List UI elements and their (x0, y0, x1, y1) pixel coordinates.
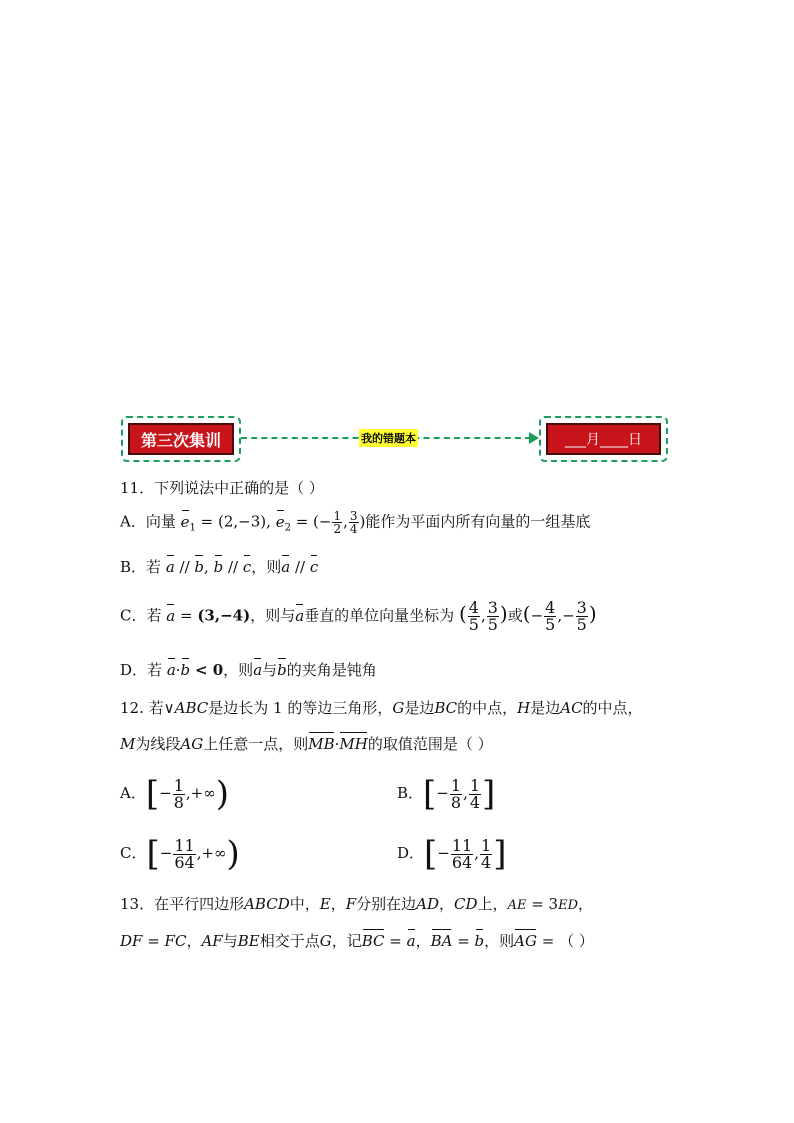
option-label: C． (120, 844, 147, 862)
option-text: ，则 (251, 558, 282, 576)
stem-text: 的中点， (582, 699, 643, 717)
section-banner (121, 416, 668, 464)
q11-option-d: D．若 a·b < 0，则a与b的夹角是钝角 (120, 661, 377, 679)
q12-option-d: D．[− $\frac{11}{64}$ , $\frac{1}{4}$ ] (397, 834, 507, 874)
option-text-2: 的夹角是钝角 (286, 661, 377, 679)
stem-text: 为线段 (135, 735, 181, 753)
stem-text: 与 (222, 932, 238, 950)
q11-option-b: B．若 a // b, b // c，则a // c (120, 558, 319, 576)
section-label: 第三次集训 (128, 423, 234, 455)
stem-text: ，记 (331, 932, 362, 950)
stem-text: 的取值范围是（ ） (367, 735, 493, 753)
stem-text: 分别在边 (356, 895, 417, 913)
stem-text: 13．在平行四边形 (120, 895, 245, 913)
or-text: 或 (507, 606, 523, 625)
stem-text: 12. 若 (120, 699, 164, 717)
stem-text: 上任意一点，则 (203, 735, 309, 753)
q13-stem: 13．在平行四边形ABCD中，E，F分别在边AD，CD上，AE = 3ED， (120, 895, 594, 913)
option-text: ，则 (223, 661, 254, 679)
stem-text: 是边 (530, 699, 561, 717)
option-label: A．向量 (120, 512, 176, 531)
option-label: D． (397, 844, 425, 862)
stem-text: （ ） (559, 932, 594, 950)
option-label: D．若 (120, 661, 163, 679)
error-book-tag: 我的错题本 (359, 429, 418, 447)
q11-option-a: A．向量 $e_1 = (2,-3)$, $e_2$ = (− $\frac{1}{2}$ , $\frac{3}{4}$ )能作为平面内所有向量的一组基底 (120, 509, 591, 536)
date-box (539, 416, 668, 462)
vector-e1-value: (2,−3) (218, 512, 267, 531)
stem-text: 相交于点 (259, 932, 320, 950)
q12-stem-line2: M为线段AG上任意一点，则MB·MH的取值范围是（ ） (120, 735, 493, 753)
option-label: A． (120, 784, 146, 802)
q13-stem-line2: DF = FC，AF与BE相交于点G，记BC = a，BA = b，则AG = （ ） (120, 932, 594, 950)
q11-stem: 11．下列说法中正确的是（ ） (120, 479, 324, 497)
option-label: B． (397, 784, 424, 802)
option-label: B．若 (120, 558, 162, 576)
option-text: 能作为平面内所有向量的一组基底 (365, 512, 591, 531)
option-label: C．若 (120, 606, 162, 625)
stem-text: 的中点， (457, 699, 518, 717)
vector-a-value: (3,−4) (197, 606, 251, 625)
stem-text: ，则 (484, 932, 515, 950)
q12-stem: 12. 若∨ABC是边长为 1 的等边三角形，G是边BC的中点，H是边AC的中点， (120, 699, 643, 717)
stem-text: 上， (477, 895, 508, 913)
stem-text: 中， (289, 895, 320, 913)
date-label: ___月____日 (546, 423, 661, 455)
section-label-box (121, 416, 241, 462)
stem-text: 是边 (404, 699, 435, 717)
with-text: 与 (262, 661, 278, 679)
q12-option-a: A．[− $\frac{1}{8}$ ,+∞) (120, 774, 229, 814)
q12-option-b: B．[− $\frac{1}{8}$ , $\frac{1}{4}$ ] (397, 774, 496, 814)
arrow-right-icon (529, 432, 539, 444)
inequality: < 0 (194, 661, 224, 679)
q11-option-c: C．若 a = (3,−4)，则与a垂直的单位向量坐标为 ( $\frac{4}{5}$ , $\frac{3}{5}$ )或(− $\frac{4}{5}$ ,− $\frac{3}{5}$ ) (120, 598, 597, 634)
q12-option-c: C．[− $\frac{11}{64}$ ,+∞) (120, 834, 240, 874)
stem-text: 是边长为 1 的等边三角形， (208, 699, 393, 717)
option-text: ，则与 (250, 606, 296, 625)
option-text-2: 垂直的单位向量坐标为 (304, 606, 455, 625)
